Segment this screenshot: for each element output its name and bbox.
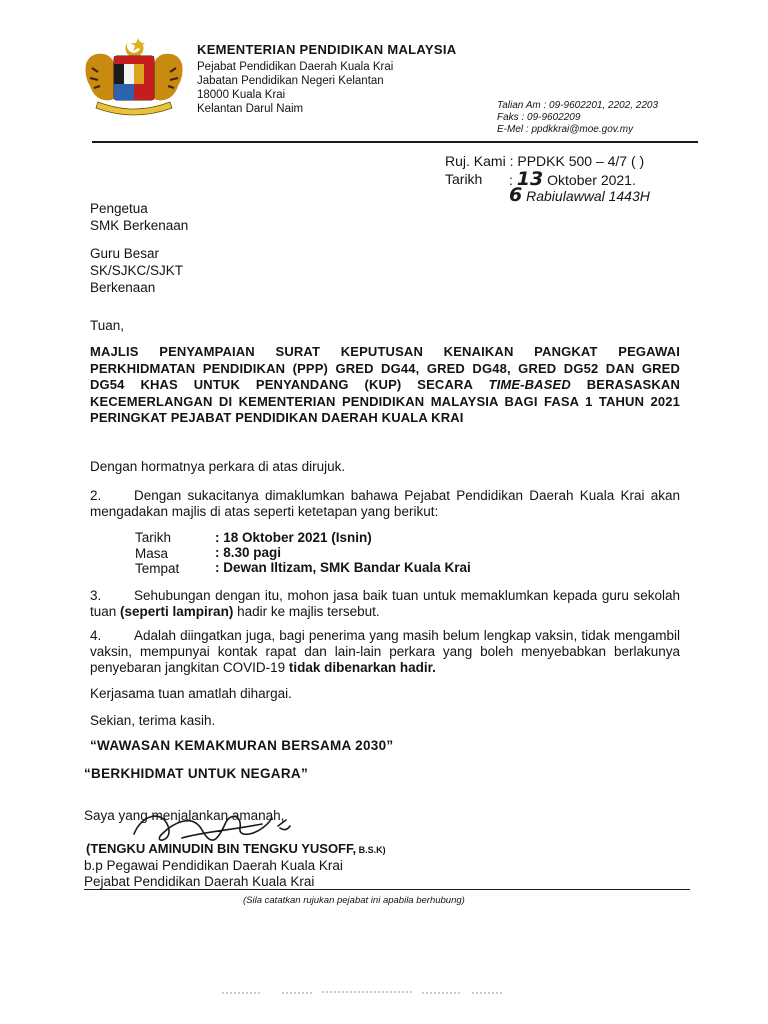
paragraph-5: Kerjasama tuan amatlah dihargai.	[90, 686, 292, 701]
reference-value: PPDKK 500 – 4/7 ( )	[517, 153, 645, 169]
malaysia-coat-of-arms-logo	[78, 34, 190, 116]
signer-office: Pejabat Pendidikan Daerah Kuala Krai	[84, 874, 315, 889]
paragraph-1: Dengan hormatnya perkara di atas dirujuk.	[90, 459, 346, 474]
detail-value: : 18 Oktober 2021 (Isnin)	[215, 530, 372, 545]
detail-label: Masa	[135, 546, 169, 561]
recipient-line: SMK Berkenaan	[90, 218, 189, 233]
paragraph-2	[90, 488, 680, 520]
contact-fax: Faks : 09-9602209	[497, 112, 581, 123]
subject-part: MAJLIS PENYAMPAIAN SURAT KEPUTUSAN KENAIKAN PANGKAT PEGAWAI PERKHIDMATAN PENDIDIKAN (PPP) GRED DG44, GRED DG48, GRED DG52 DAN GRED DG54 KHAS UNTUK PENYANDANG (KUP) SECARA	[90, 344, 680, 393]
detail-label: Tempat	[135, 561, 180, 576]
salutation: Tuan,	[90, 318, 125, 333]
letter-subject	[90, 344, 680, 427]
ministry-name: KEMENTERIAN PENDIDIKAN MALAYSIA	[197, 42, 457, 57]
paragraph-number: 3.	[90, 588, 102, 603]
scan-artifact	[222, 990, 502, 996]
footer-note: (Sila catatkan rujukan pejabat ini apabila berhubung)	[243, 895, 465, 906]
date-colon: :	[509, 172, 513, 188]
recipient-line: Pengetua	[90, 201, 148, 216]
address-line: Kelantan Darul Naim	[197, 103, 304, 115]
detail-value: : 8.30 pagi	[215, 545, 282, 560]
recipient-line: Guru Besar	[90, 246, 160, 261]
signature-closing: Saya yang menjalankan amanah,	[84, 808, 285, 823]
hijri-month-year: Rabiulawwal 1443H	[526, 188, 650, 204]
contact-phone: Talian Am : 09-9602201, 2202, 2203	[497, 100, 659, 111]
paragraph-text: Dengan sukacitanya dimaklumkan bahawa Pejabat Pendidikan Daerah Kuala Krai akan mengadakan majlis di atas seperti ketetapan yang berikut:	[90, 488, 680, 519]
signer-title: b.p Pegawai Pendidikan Daerah Kuala Krai	[84, 858, 343, 873]
detail-value: : Dewan Iltizam, SMK Bandar Kuala Krai	[215, 560, 471, 575]
paragraph-3	[90, 588, 680, 620]
reference-label: Ruj. Kami :	[445, 153, 514, 169]
motto-berkhidmat: “BERKHIDMAT UNTUK NEGARA”	[84, 766, 308, 781]
paragraph-4	[90, 628, 680, 676]
address-line: 18000 Kuala Krai	[197, 89, 286, 101]
paragraph-text: Adalah diingatkan juga, bagi penerima yang masih belum lengkap vaksin, tidak mengambil vaksin, mempunyai kontak rapat dan lain-lain perkara yang boleh menyebabkan berlakunya penyebaran jangkitan COVID-19	[90, 628, 680, 675]
paragraph-6: Sekian, terima kasih.	[90, 713, 216, 728]
motto-wawasan: “WAWASAN KEMAKMURAN BERSAMA 2030”	[90, 738, 394, 753]
subject-part: BERASASKAN KECEMERLANGAN DI KEMENTERIAN PENDIDIKAN MALAYSIA BAGI FASA 1 TAHUN 2021 PERINGKAT PEJABAT PENDIDIKAN DAERAH KUALA KRAI	[90, 377, 680, 426]
handwritten-hijri-day: 6	[509, 184, 523, 206]
signer-honorific: B.S.K)	[356, 845, 386, 855]
letterhead-divider	[92, 141, 698, 143]
paragraph-text: Sehubungan dengan itu, mohon jasa baik tuan untuk memaklumkan kepada guru sekolah tuan	[90, 588, 680, 619]
signer-name-text: (TENGKU AMINUDIN BIN TENGKU YUSOFF,	[86, 841, 357, 856]
paragraph-text: hadir ke majlis tersebut.	[233, 604, 380, 619]
hijri-date	[509, 184, 650, 206]
address-line: Pejabat Pendidikan Daerah Kuala Krai	[197, 61, 394, 73]
detail-label: Tarikh	[135, 530, 172, 545]
paragraph-number: 2.	[90, 488, 102, 503]
address-line: Jabatan Pendidikan Negeri Kelantan	[197, 75, 384, 87]
footer-divider	[84, 889, 690, 890]
handwritten-day: 13	[516, 168, 544, 190]
paragraph-bold: (seperti lampiran)	[120, 604, 234, 619]
date-month-year: Oktober 2021.	[547, 172, 636, 188]
paragraph-number: 4.	[90, 628, 102, 643]
contact-email: E-Mel : ppdkkrai@moe.gov.my	[497, 124, 634, 135]
recipient-line: Berkenaan	[90, 280, 156, 295]
signer-name	[86, 841, 386, 856]
paragraph-bold: tidak dibenarkan hadir.	[288, 660, 436, 675]
subject-italic: TIME-BASED	[488, 377, 571, 393]
recipient-line: SK/SJKC/SJKT	[90, 263, 184, 278]
reference-date-label: Tarikh	[445, 171, 483, 187]
reference-number	[445, 153, 644, 169]
